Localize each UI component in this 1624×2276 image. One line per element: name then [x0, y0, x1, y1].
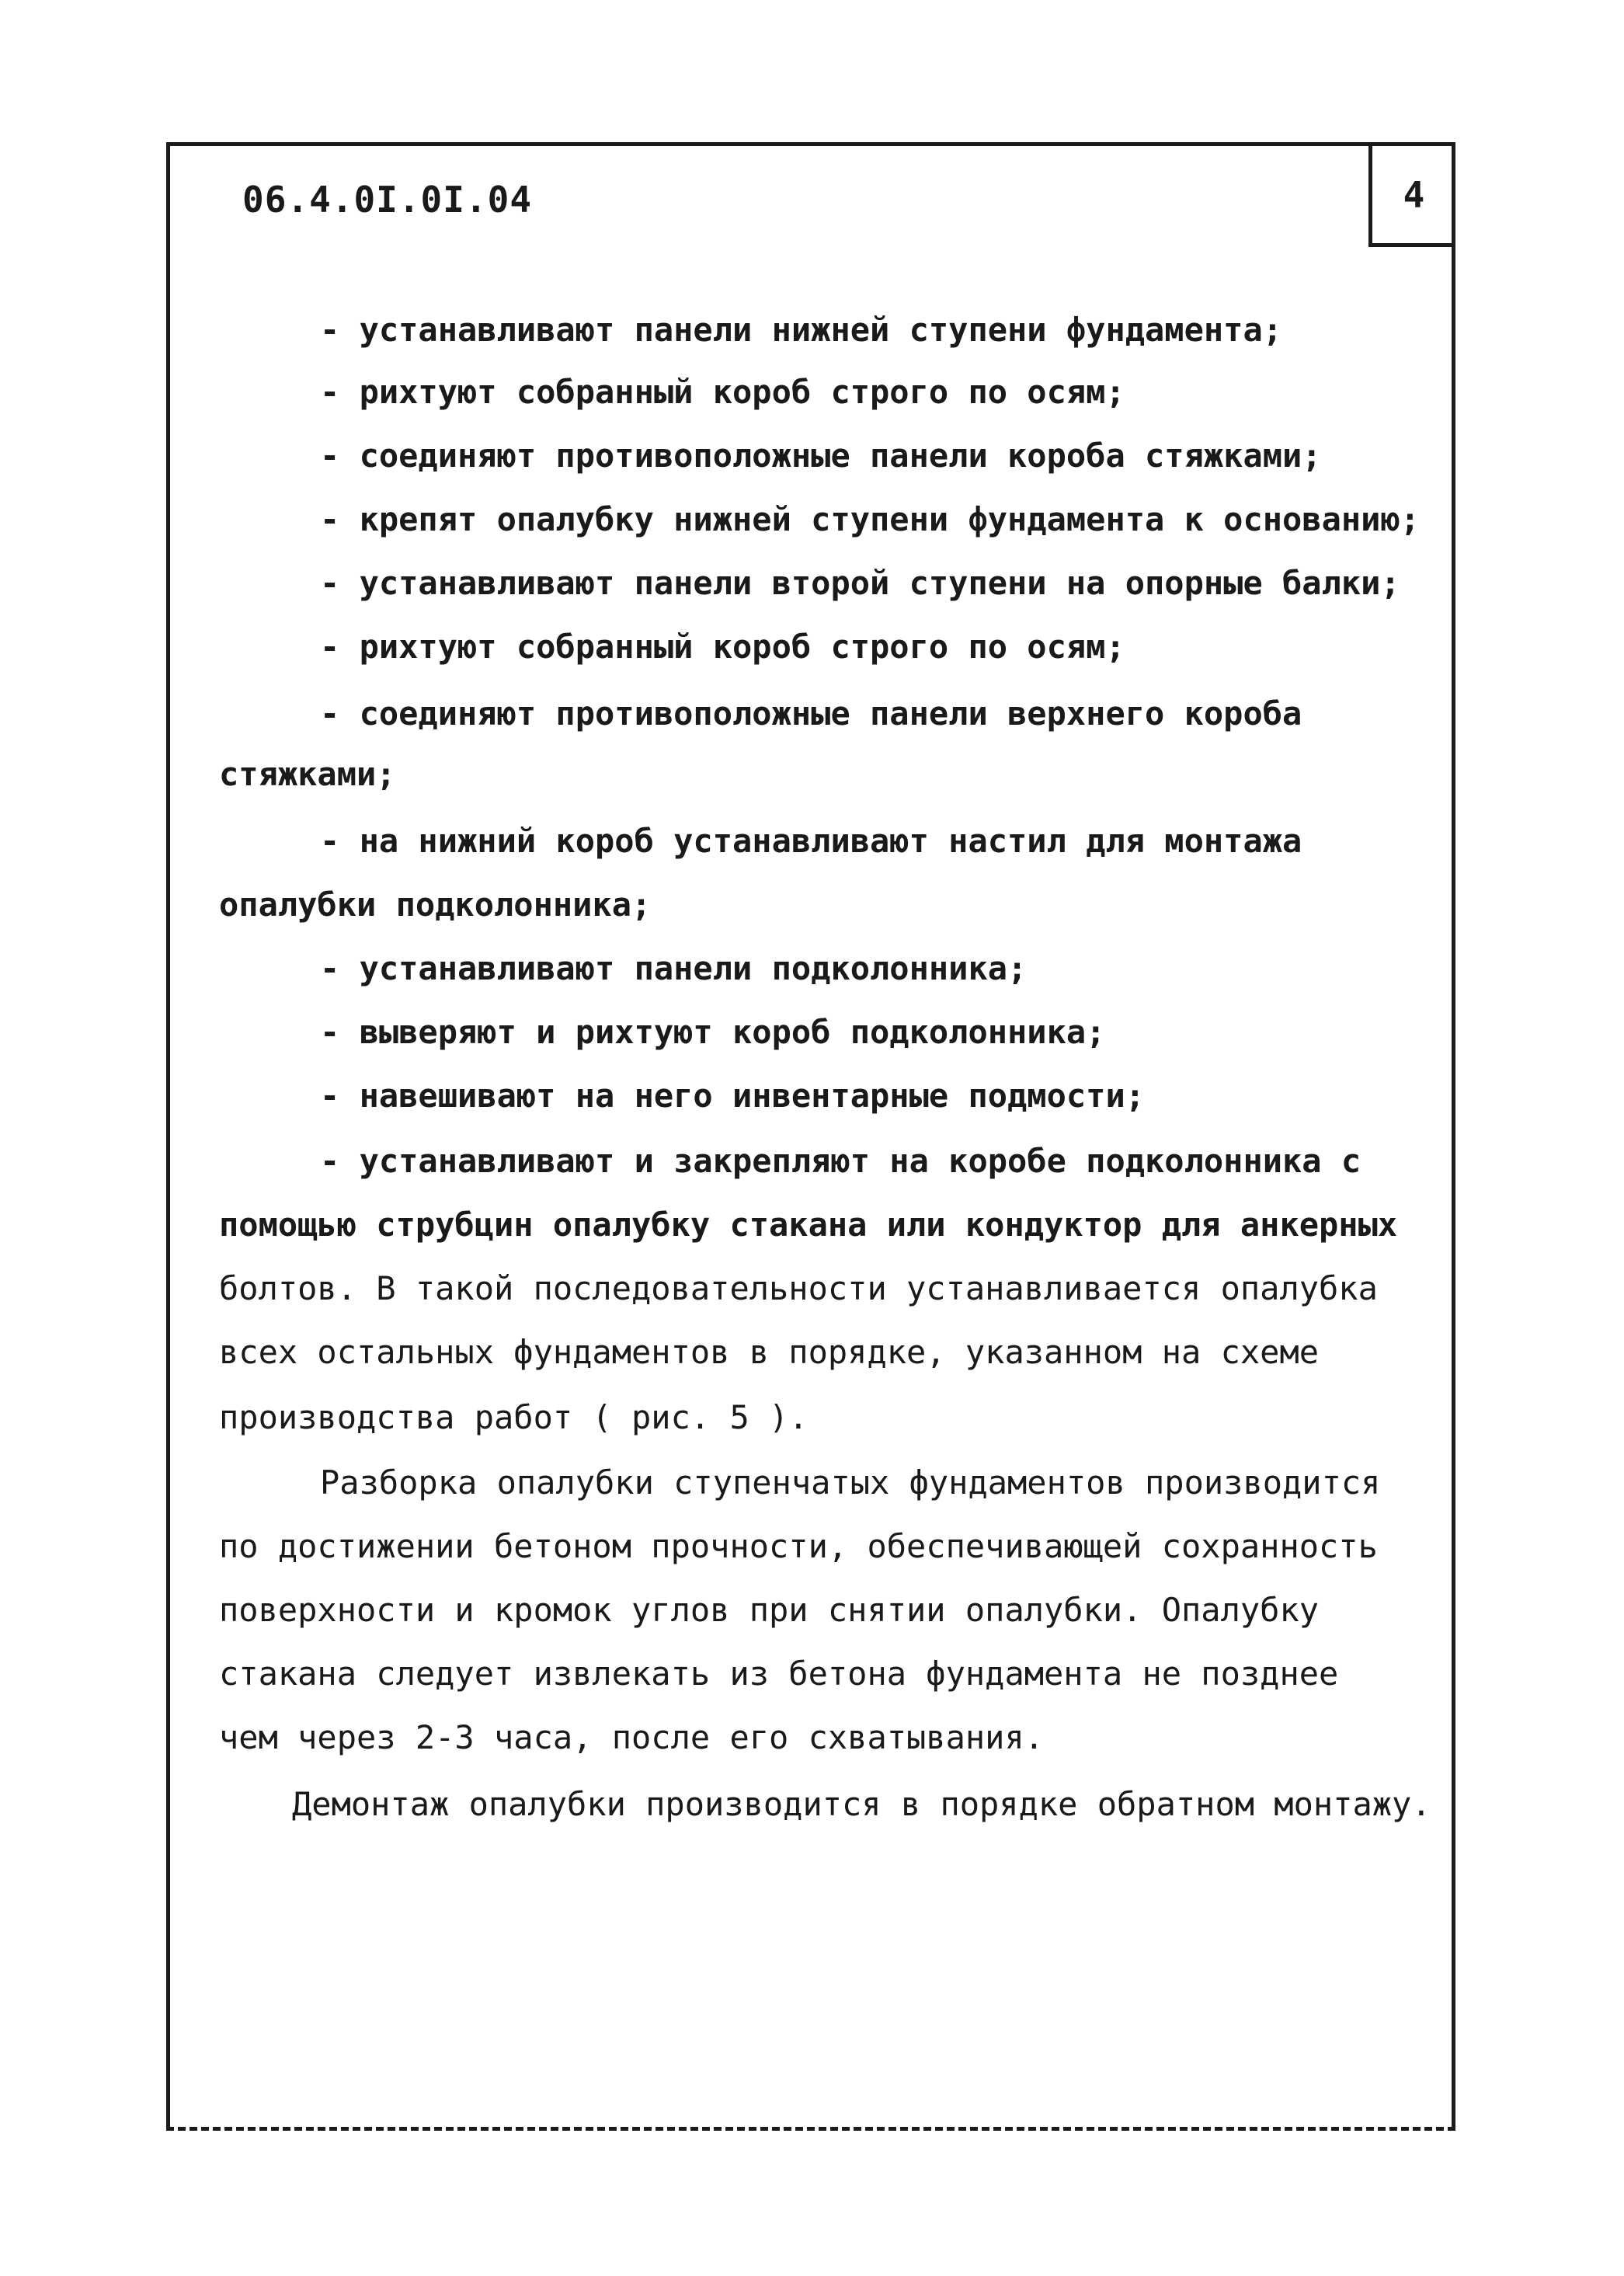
paragraph-line: болтов. В такой последовательности устанавливается опалубка [219, 1269, 1378, 1307]
paragraph-line: по достижении бетоном прочности, обеспечивающей сохранность [219, 1527, 1378, 1565]
paragraph-line: поверхности и кромок углов при снятии опалубки. Опалубку [219, 1591, 1320, 1629]
list-item: - устанавливают панели второй ступени на опорные балки; [320, 564, 1400, 602]
page-number-box [1368, 146, 1455, 247]
list-item-continuation: опалубки подколонника; [219, 886, 652, 924]
list-item: - устанавливают и закрепляют на коробе подколонника с [320, 1142, 1361, 1180]
paragraph-line: всех остальных фундаментов в порядке, указанном на схеме [219, 1333, 1320, 1371]
list-item: - соединяют противоположные панели верхнего короба [320, 694, 1302, 733]
paragraph-line: Демонтаж опалубки производится в порядке обратном монтажу. [292, 1785, 1431, 1823]
paragraph-line: Разборка опалубки ступенчатых фундаментов производится [320, 1463, 1381, 1502]
list-item-continuation: стяжками; [219, 755, 396, 793]
list-item: - на нижний короб устанавливают настил для монтажа [320, 822, 1302, 860]
paragraph-line: производства работ ( рис. 5 ). [219, 1398, 809, 1436]
document-code: 06.4.0I.0I.04 [242, 179, 533, 221]
list-item: - устанавливают панели нижней ступени фундамента; [320, 311, 1283, 349]
list-item: - выверяют и рихтуют короб подколонника; [320, 1013, 1106, 1051]
list-item-continuation: помощью струбцин опалубку стакана или кондуктор для анкерных [219, 1206, 1398, 1244]
list-item: - навешивают на него инвентарные подмости; [320, 1077, 1146, 1115]
list-item: - устанавливают панели подколонника; [320, 949, 1028, 987]
list-item: - рихтуют собранный короб строго по осям; [320, 373, 1125, 411]
list-item: - рихтуют собранный короб строго по осям; [320, 628, 1125, 666]
paragraph-line: чем через 2-3 часа, после его схватывания. [219, 1718, 1045, 1756]
paragraph-line: стакана следует извлекать из бетона фундамента не позднее [219, 1655, 1339, 1693]
list-item: - крепят опалубку нижней ступени фундамента к основанию; [320, 500, 1421, 538]
page-number: 4 [1403, 173, 1425, 216]
list-item: - соединяют противоположные панели короба стяжками; [320, 437, 1322, 475]
